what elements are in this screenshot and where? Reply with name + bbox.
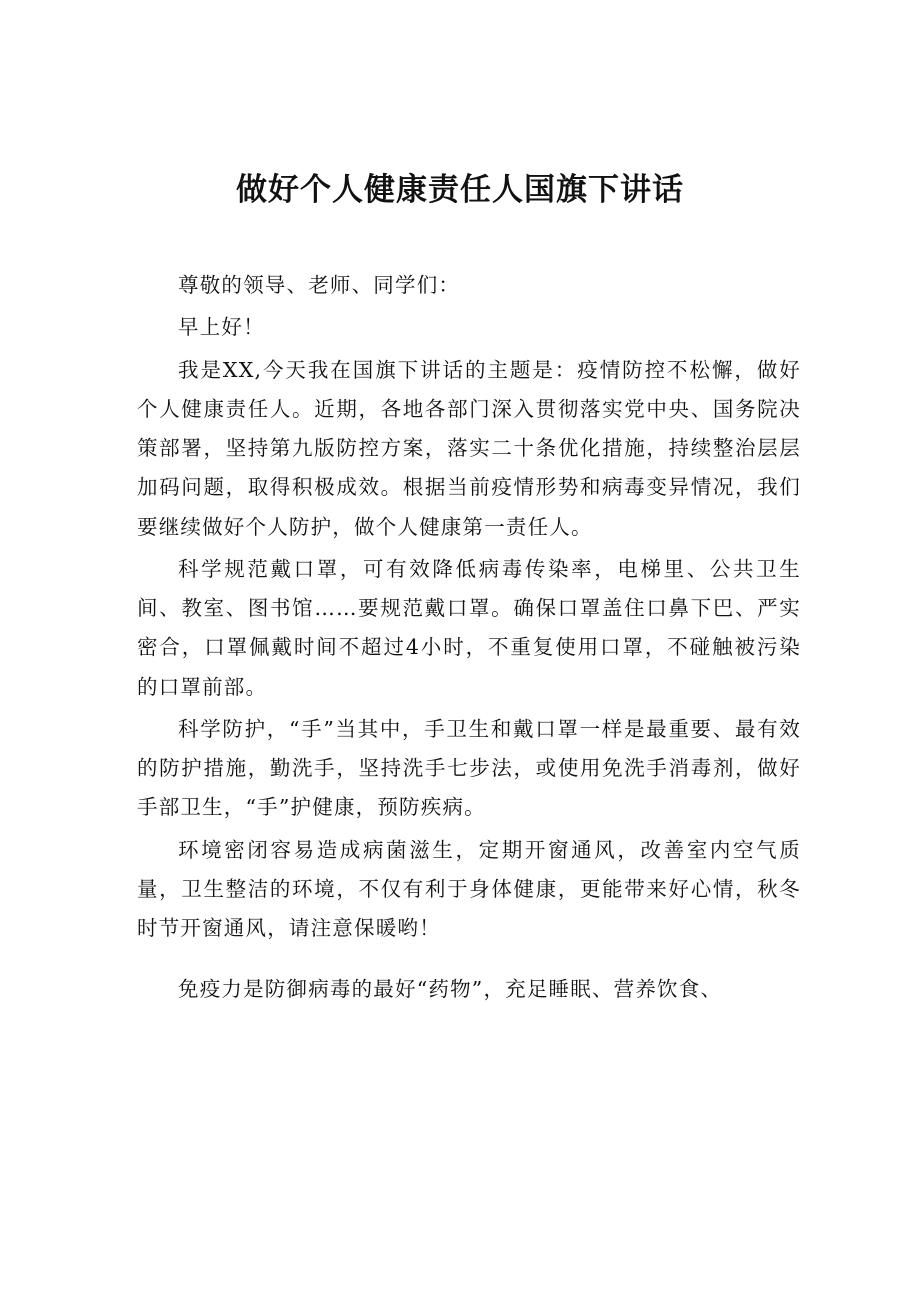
paragraph-ventilation: 环境密闭容易造成病菌滋生，定期开窗通风，改善室内空气质量，卫生整洁的环境，不仅有利于身体健康，更能带来好心情，秋冬时节开窗通风，请注意保暖哟！ (137, 837, 801, 941)
greeting: 早上好！ (178, 315, 265, 340)
document-body (137, 266, 801, 1013)
paragraph-masks: 科学规范戴口罩，可有效降低病毒传染率，电梯里、公共卫生间、教室、图书馆……要规范戴口罩。确保口罩盖住口鼻下巴、严实密合，口罩佩戴时间不超过4小时，不重复使用口罩，不碰触被污染的口罩前部。 (137, 556, 801, 699)
paragraph-immunity: 免疫力是防御病毒的最好“药物”，充足睡眠、营养饮食、 (178, 977, 723, 1002)
paragraph-intro: 我是XX,今天我在国旗下讲话的主题是：疫情防控不松懈，做好个人健康责任人。近期，各地各部门深入贯彻落实党中央、国务院决策部署，坚持第九版防控方案，落实二十条优化措施，持续整治层层加码问题，取得积极成效。根据当前疫情形势和病毒变异情况，我们要继续做好个人防护，做个人健康第一责任人。 (137, 357, 801, 539)
salutation: 尊敬的领导、老师、同学们： (178, 273, 461, 297)
paragraph-hand-hygiene: 科学防护，“手”当其中，手卫生和戴口罩一样是最重要、最有效的防护措施，勤洗手，坚持洗手七步法，或使用免洗手消毒剂，做好手部卫生，“手”护健康，预防疾病。 (137, 716, 801, 820)
document-title: 做好个人健康责任人国旗下讲话 (236, 172, 684, 208)
